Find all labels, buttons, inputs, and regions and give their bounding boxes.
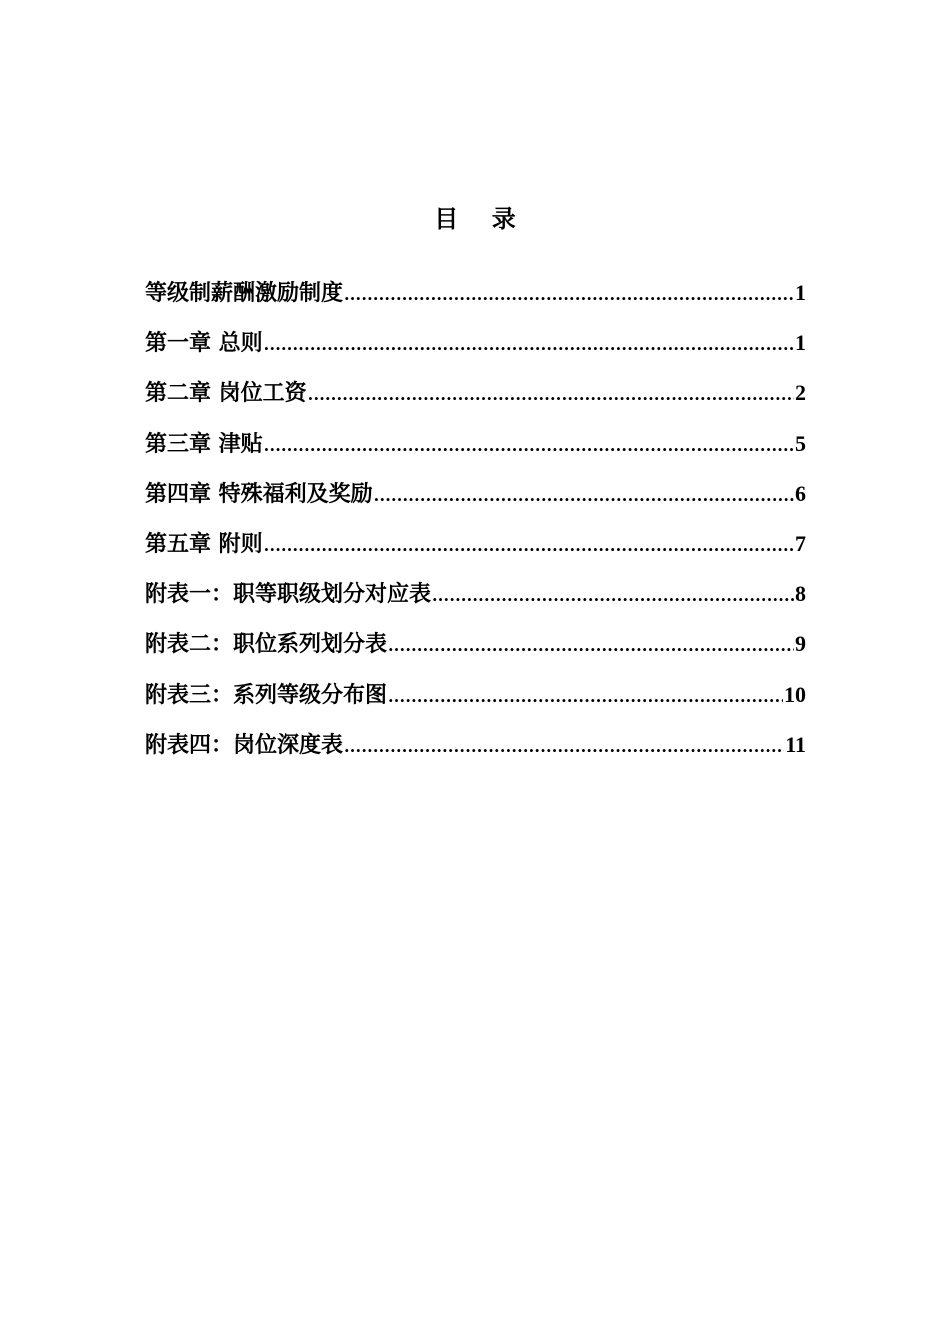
toc-leader-dots: [344, 731, 784, 763]
toc-entry[interactable]: [145, 729, 806, 779]
toc-entry[interactable]: [145, 628, 806, 678]
toc-entry-label: 第二章 岗位工资: [145, 380, 307, 407]
toc-entry[interactable]: [145, 478, 806, 528]
toc-entry-label: 第三章 津贴: [145, 430, 263, 457]
toc-entry[interactable]: [145, 679, 806, 729]
toc-leader-dots: [308, 379, 794, 411]
toc-leader-dots: [264, 530, 794, 562]
toc-entry-label: 第四章 特殊福利及奖励: [145, 480, 373, 507]
toc-leader-dots: [432, 580, 794, 612]
toc-leader-dots: [388, 630, 794, 662]
toc-entry-label: 等级制薪酬激励制度: [145, 280, 344, 306]
toc-entry-page: 9: [795, 631, 806, 657]
toc-entry-label: 附表四：岗位深度表: [145, 731, 344, 758]
toc-entry-page: 11: [785, 731, 806, 757]
toc-entry-page: 2: [795, 380, 806, 406]
toc-entry[interactable]: [145, 428, 806, 478]
toc-leader-dots: [388, 681, 783, 713]
toc-entry-page: 8: [795, 581, 806, 607]
toc-entry-label: 附表三：系列等级分布图: [145, 681, 388, 708]
toc-list: [145, 277, 806, 779]
toc-leader-dots: [264, 329, 794, 361]
toc-entry[interactable]: [145, 578, 806, 628]
toc-leader-dots: [374, 480, 794, 512]
toc-entry-page: 10: [784, 681, 806, 707]
toc-entry-page: 1: [795, 330, 806, 356]
toc-entry[interactable]: [145, 528, 806, 578]
toc-entry-label: 附表一：职等职级划分对应表: [145, 581, 432, 608]
toc-leader-dots: [264, 430, 794, 462]
toc-entry-label: 第一章 总则: [145, 330, 263, 357]
toc-entry-page: 5: [795, 430, 806, 456]
toc-entry-page: 1: [795, 280, 806, 305]
toc-entry[interactable]: [145, 377, 806, 427]
toc-entry-label: 附表二：职位系列划分表: [145, 631, 388, 658]
toc-entry-page: 7: [795, 530, 806, 556]
toc-leader-dots: [344, 279, 794, 311]
toc-title: 目 录: [434, 204, 516, 233]
toc-entry-page: 6: [795, 480, 806, 506]
toc-entry-label: 第五章 附则: [145, 530, 263, 557]
toc-entry[interactable]: [145, 277, 806, 327]
toc-entry[interactable]: [145, 327, 806, 377]
